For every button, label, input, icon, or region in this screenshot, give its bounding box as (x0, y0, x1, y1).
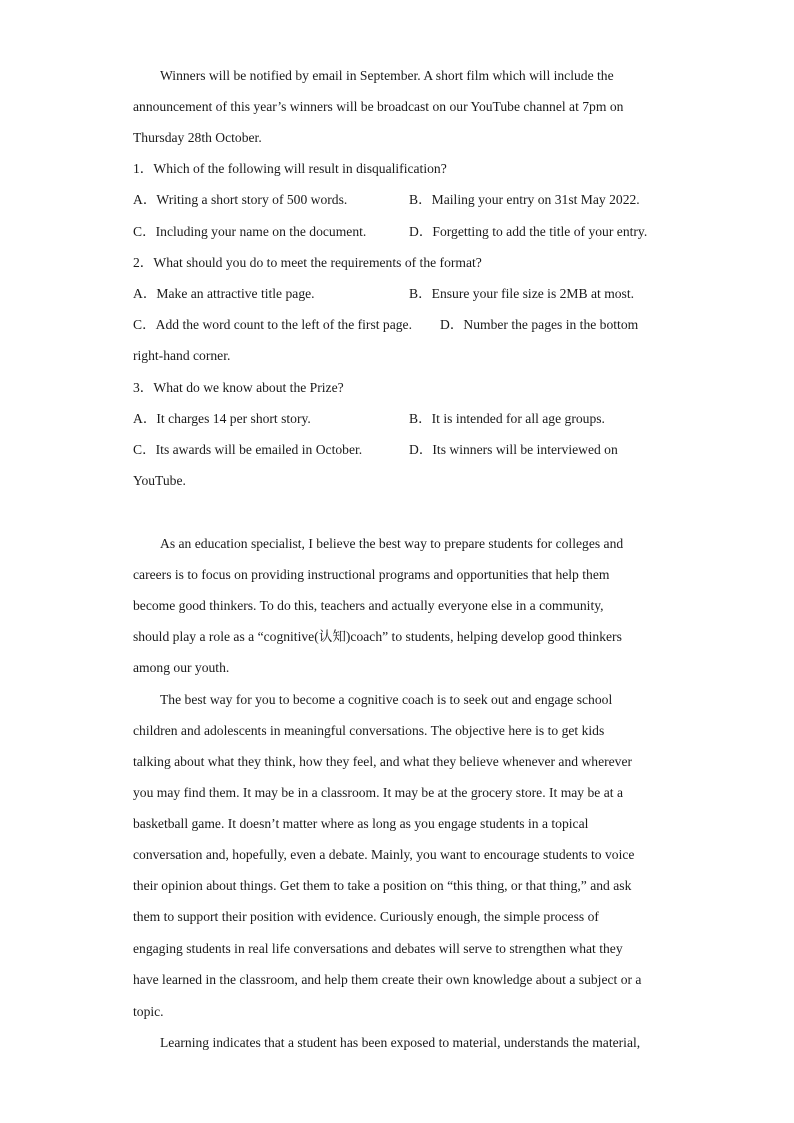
question-3-stem: 3．What do we know about the Prize? (133, 380, 344, 395)
question-1-option-a: A．Writing a short story of 500 words. (133, 192, 348, 207)
question-1-option-d: D．Forgetting to add the title of your entry. (409, 224, 648, 239)
passage-line: have learned in the classroom, and help them create their own knowledge about a subject or a (133, 972, 642, 987)
question-2-option-d-continued: right-hand corner. (133, 348, 231, 363)
question-1-stem: 1．Which of the following will result in disqualification? (133, 161, 447, 176)
paragraph-line: Thursday 28th October. (133, 130, 262, 145)
passage-line: you may find them. It may be in a classroom. It may be at the grocery store. It may be at a (133, 785, 623, 800)
question-2-option-a: A．Make an attractive title page. (133, 286, 315, 301)
question-3-option-d-continued: YouTube. (133, 473, 186, 488)
question-1-option-b: B．Mailing your entry on 31st May 2022. (409, 192, 640, 207)
question-2-stem: 2．What should you do to meet the requirements of the format? (133, 255, 482, 270)
question-3-option-c: C．Its awards will be emailed in October. (133, 442, 363, 457)
paragraph-line: announcement of this year’s winners will be broadcast on our YouTube channel at 7pm on (133, 99, 624, 114)
passage-line: basketball game. It doesn’t matter where as long as you engage students in a topical (133, 816, 589, 831)
passage-line: them to support their position with evidence. Curiously enough, the simple process of (133, 909, 599, 924)
question-3-option-b: B．It is intended for all age groups. (409, 411, 605, 426)
passage-line: conversation and, hopefully, even a debate. Mainly, you want to encourage students to voice (133, 847, 635, 862)
passage-line: talking about what they think, how they feel, and what they believe whenever and wherever (133, 754, 633, 769)
question-3-option-a: A．It charges 14 per short story. (133, 411, 311, 426)
question-2-option-d: D．Number the pages in the bottom (440, 317, 639, 332)
passage-line: their opinion about things. Get them to take a position on “this thing, or that thing,” and ask (133, 878, 632, 893)
passage-line: among our youth. (133, 660, 230, 675)
passage-line: The best way for you to become a cognitive coach is to seek out and engage school (160, 692, 613, 707)
question-2-option-c: C．Add the word count to the left of the first page. (133, 317, 412, 332)
passage-line: children and adolescents in meaningful conversations. The objective here is to get kids (133, 723, 605, 738)
passage-line: Learning indicates that a student has been exposed to material, understands the material, (160, 1035, 641, 1050)
passage-line: engaging students in real life conversations and debates will serve to strengthen what they (133, 941, 623, 956)
paragraph-line: Winners will be notified by email in September. A short film which will include the (160, 68, 614, 83)
question-2-option-b: B．Ensure your file size is 2MB at most. (409, 286, 635, 301)
passage-line: careers is to focus on providing instructional programs and opportunities that help them (133, 567, 610, 582)
question-1-option-c: C．Including your name on the document. (133, 224, 367, 239)
passage-line: As an education specialist, I believe the best way to prepare students for colleges and (160, 536, 624, 551)
passage-line: topic. (133, 1004, 164, 1019)
passage-line: become good thinkers. To do this, teachers and actually everyone else in a community, (133, 598, 604, 613)
passage-line: should play a role as a “cognitive(认知)coach” to students, helping develop good thinkers (133, 629, 622, 644)
question-3-option-d: D．Its winners will be interviewed on (409, 442, 618, 457)
